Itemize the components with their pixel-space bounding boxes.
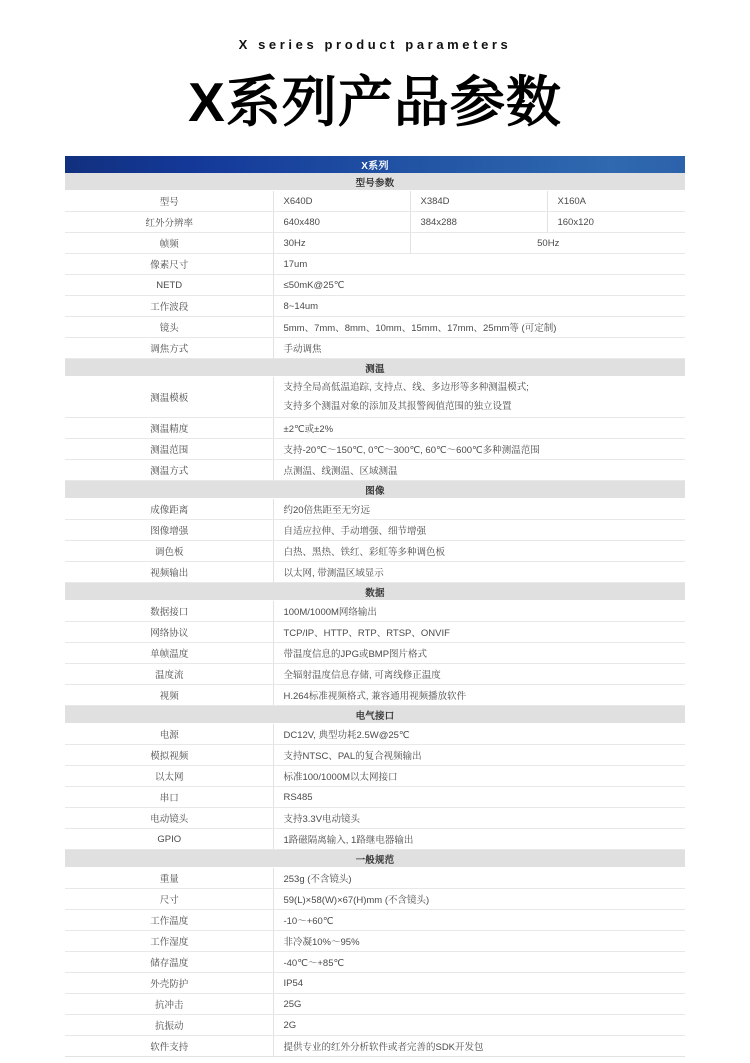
row-value: 50Hz	[411, 233, 685, 254]
table-row	[65, 889, 685, 910]
row-value: -10～+60℃	[274, 910, 685, 931]
table-row	[65, 973, 685, 994]
table-row	[65, 745, 685, 766]
row-value-line: 支持多个测温对象的添加及其报警阀值范围的独立设置	[283, 401, 512, 412]
specification-table-body	[65, 156, 685, 1057]
table-row	[65, 212, 685, 233]
row-value: 30Hz	[274, 233, 411, 254]
row-label: 测温模板	[65, 377, 274, 418]
row-value: ≤50mK@25℃	[274, 275, 685, 296]
table-row	[65, 868, 685, 889]
row-value: 8~14um	[274, 296, 685, 317]
row-value: 白热、黑热、铁红、彩虹等多种调色板	[274, 541, 685, 562]
table-row	[65, 317, 685, 338]
table-row	[65, 994, 685, 1015]
table-row	[65, 1015, 685, 1036]
table-row	[65, 643, 685, 664]
row-value: ±2℃或±2%	[274, 418, 685, 439]
row-value: RS485	[274, 787, 685, 808]
row-label: 帧频	[65, 233, 274, 254]
row-value: 25G	[274, 994, 685, 1015]
row-label: 视频输出	[65, 562, 274, 583]
row-label: NETD	[65, 275, 274, 296]
table-row	[65, 377, 685, 418]
table-row	[65, 460, 685, 481]
row-label: 镜头	[65, 317, 274, 338]
row-value: 100M/1000M网络输出	[274, 601, 685, 622]
row-value: 253g (不含镜头)	[274, 868, 685, 889]
row-label: 电动镜头	[65, 808, 274, 829]
row-label: 像素尺寸	[65, 254, 274, 275]
row-value-line: 支持全局高低温追踪, 支持点、线、多边形等多种测温模式;	[283, 382, 529, 393]
row-label: 数据接口	[65, 601, 274, 622]
table-row	[65, 254, 685, 275]
row-value: -40℃～+85℃	[274, 952, 685, 973]
page-header	[0, 0, 750, 133]
row-value: X160A	[548, 191, 685, 212]
row-label: 测温方式	[65, 460, 274, 481]
table-row	[65, 1036, 685, 1057]
row-label: 调焦方式	[65, 338, 274, 359]
page-eyebrow: X series product parameters	[238, 37, 512, 52]
row-label: 温度流	[65, 664, 274, 685]
table-row	[65, 520, 685, 541]
row-label: 工作湿度	[65, 931, 274, 952]
section-header	[65, 173, 685, 191]
section-header-label: 数据	[65, 583, 685, 601]
row-label: 抗振动	[65, 1015, 274, 1036]
row-value: 非冷凝10%～95%	[274, 931, 685, 952]
row-label: 网络协议	[65, 622, 274, 643]
row-label: 以太网	[65, 766, 274, 787]
row-label: 测温精度	[65, 418, 274, 439]
row-label: 抗冲击	[65, 994, 274, 1015]
row-value: 5mm、7mm、8mm、10mm、15mm、17mm、25mm等 (可定制)	[274, 317, 685, 338]
table-row	[65, 601, 685, 622]
section-header	[65, 706, 685, 724]
row-value: TCP/IP、HTTP、RTP、RTSP、ONVIF	[274, 622, 685, 643]
row-value: 支持NTSC、PAL的复合视频输出	[274, 745, 685, 766]
section-header-label: 测温	[65, 359, 685, 377]
table-row	[65, 910, 685, 931]
row-value: 支持3.3V电动镜头	[274, 808, 685, 829]
row-label: 储存温度	[65, 952, 274, 973]
table-row	[65, 931, 685, 952]
row-label: 尺寸	[65, 889, 274, 910]
section-header	[65, 481, 685, 499]
row-label: 红外分辨率	[65, 212, 274, 233]
row-value: 640x480	[274, 212, 411, 233]
row-value: IP54	[274, 973, 685, 994]
table-title-bar-label: X系列	[65, 156, 685, 173]
table-row	[65, 952, 685, 973]
row-value: X640D	[274, 191, 411, 212]
table-title-bar	[65, 156, 685, 173]
row-value: H.264标准视频格式, 兼容通用视频播放软件	[274, 685, 685, 706]
row-value: 160x120	[548, 212, 685, 233]
table-row	[65, 766, 685, 787]
section-header	[65, 850, 685, 868]
row-label: 视频	[65, 685, 274, 706]
row-value: DC12V, 典型功耗2.5W@25℃	[274, 724, 685, 745]
row-label: 软件支持	[65, 1036, 274, 1057]
table-row	[65, 562, 685, 583]
section-header-label: 图像	[65, 481, 685, 499]
row-label: GPIO	[65, 829, 274, 850]
table-row	[65, 787, 685, 808]
row-value: 384x288	[411, 212, 548, 233]
table-row	[65, 685, 685, 706]
table-row	[65, 541, 685, 562]
row-label: 型号	[65, 191, 274, 212]
row-label: 外壳防护	[65, 973, 274, 994]
table-row	[65, 724, 685, 745]
table-row	[65, 418, 685, 439]
row-value: X384D	[411, 191, 548, 212]
section-header	[65, 359, 685, 377]
table-row	[65, 499, 685, 520]
table-row	[65, 439, 685, 460]
specification-table	[65, 156, 685, 1057]
row-label: 成像距离	[65, 499, 274, 520]
row-value: 点测温、线测温、区域测温	[274, 460, 685, 481]
row-label: 图像增强	[65, 520, 274, 541]
section-header-label: 型号参数	[65, 173, 685, 191]
row-value: 17um	[274, 254, 685, 275]
section-header	[65, 583, 685, 601]
table-row	[65, 338, 685, 359]
table-row	[65, 191, 685, 212]
row-label: 单帧温度	[65, 643, 274, 664]
row-value: 2G	[274, 1015, 685, 1036]
row-value: 自适应拉伸、手动增强、细节增强	[274, 520, 685, 541]
table-row	[65, 808, 685, 829]
row-label: 测温范围	[65, 439, 274, 460]
table-row	[65, 664, 685, 685]
row-value: 全辐射温度信息存储, 可离线修正温度	[274, 664, 685, 685]
table-row	[65, 829, 685, 850]
row-value: 标准100/1000M以太网接口	[274, 766, 685, 787]
row-label: 工作波段	[65, 296, 274, 317]
row-value: 手动调焦	[274, 338, 685, 359]
row-label: 工作温度	[65, 910, 274, 931]
row-label: 模拟视频	[65, 745, 274, 766]
row-value: 约20倍焦距至无穷远	[274, 499, 685, 520]
row-value: 带温度信息的JPG或BMP图片格式	[274, 643, 685, 664]
row-value: 提供专业的红外分析软件或者完善的SDK开发包	[274, 1036, 685, 1057]
table-row	[65, 622, 685, 643]
row-label: 重量	[65, 868, 274, 889]
row-label: 调色板	[65, 541, 274, 562]
section-header-label: 电气接口	[65, 706, 685, 724]
row-label: 串口	[65, 787, 274, 808]
row-label: 电源	[65, 724, 274, 745]
row-value	[274, 377, 685, 418]
section-header-label: 一般规范	[65, 850, 685, 868]
row-value: 1路磁隔离输入, 1路继电器输出	[274, 829, 685, 850]
row-value: 59(L)×58(W)×67(H)mm (不含镜头)	[274, 889, 685, 910]
row-value: 以太网, 带测温区域显示	[274, 562, 685, 583]
table-row	[65, 275, 685, 296]
table-row	[65, 296, 685, 317]
row-value: 支持-20℃～150℃, 0℃～300℃, 60℃～600℃多种测温范围	[274, 439, 685, 460]
page-title: X系列产品参数	[188, 71, 562, 133]
table-row	[65, 233, 685, 254]
